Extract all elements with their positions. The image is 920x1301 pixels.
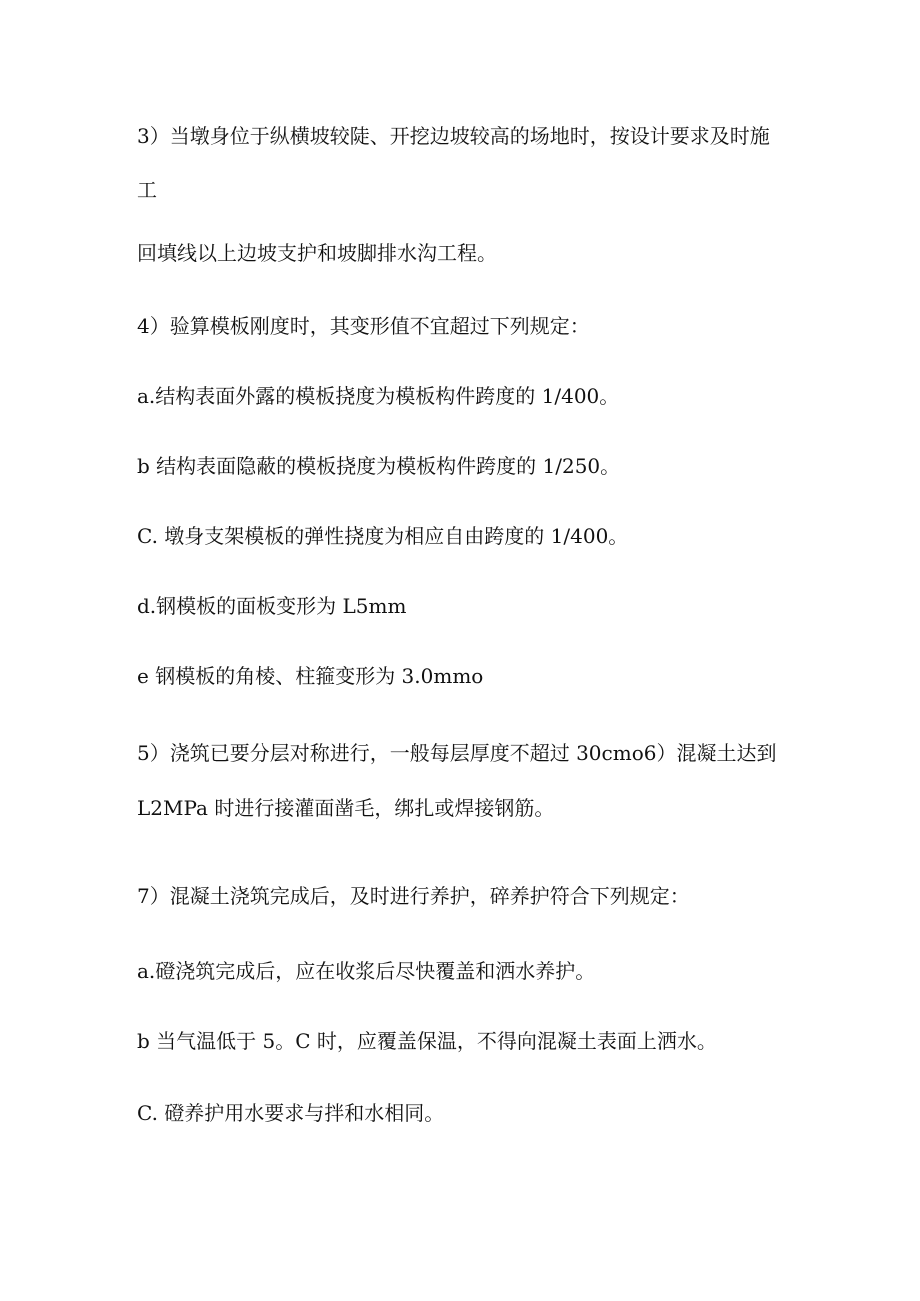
item-4b: b 结构表面隐蔽的模板挠度为模板构件跨度的 1/250。 xyxy=(137,454,621,478)
item-4c: C. 墩身支架模板的弹性挠度为相应自由跨度的 1/400。 xyxy=(137,524,629,548)
paragraph-3-line-2: 工 xyxy=(137,178,157,202)
paragraph-5-line-2: L2MPa 时进行接灌面凿毛，绑扎或焊接钢筋。 xyxy=(137,796,555,820)
item-7b: b 当气温低于 5。C 时，应覆盖保温，不得向混凝土表面上洒水。 xyxy=(137,1029,717,1053)
item-7a: a.磴浇筑完成后，应在收浆后尽快覆盖和洒水养护。 xyxy=(137,959,596,983)
paragraph-7-heading: 7）混凝土浇筑完成后，及时进行养护，碎养护符合下列规定： xyxy=(137,884,690,908)
paragraph-backfill: 回填线以上边坡支护和坡脚排水沟工程。 xyxy=(137,241,497,265)
item-4a: a.结构表面外露的模板挠度为模板构件跨度的 1/400。 xyxy=(137,384,620,408)
item-7c: C. 磴养护用水要求与拌和水相同。 xyxy=(137,1101,445,1125)
paragraph-4-heading: 4）验算模板刚度时，其变形值不宜超过下列规定： xyxy=(137,314,590,338)
paragraph-3-line-1: 3）当墩身位于纵横坡较陡、开挖边坡较高的场地时，按设计要求及时施 xyxy=(137,124,770,148)
paragraph-5-line-1: 5）浇筑已要分层对称进行，一般每层厚度不超过 30cmo6）混凝土达到 xyxy=(137,741,777,765)
item-4e: e 钢模板的角棱、柱箍变形为 3.0mmo xyxy=(137,664,484,688)
item-4d: d.钢模板的面板变形为 L5mm xyxy=(137,594,407,618)
